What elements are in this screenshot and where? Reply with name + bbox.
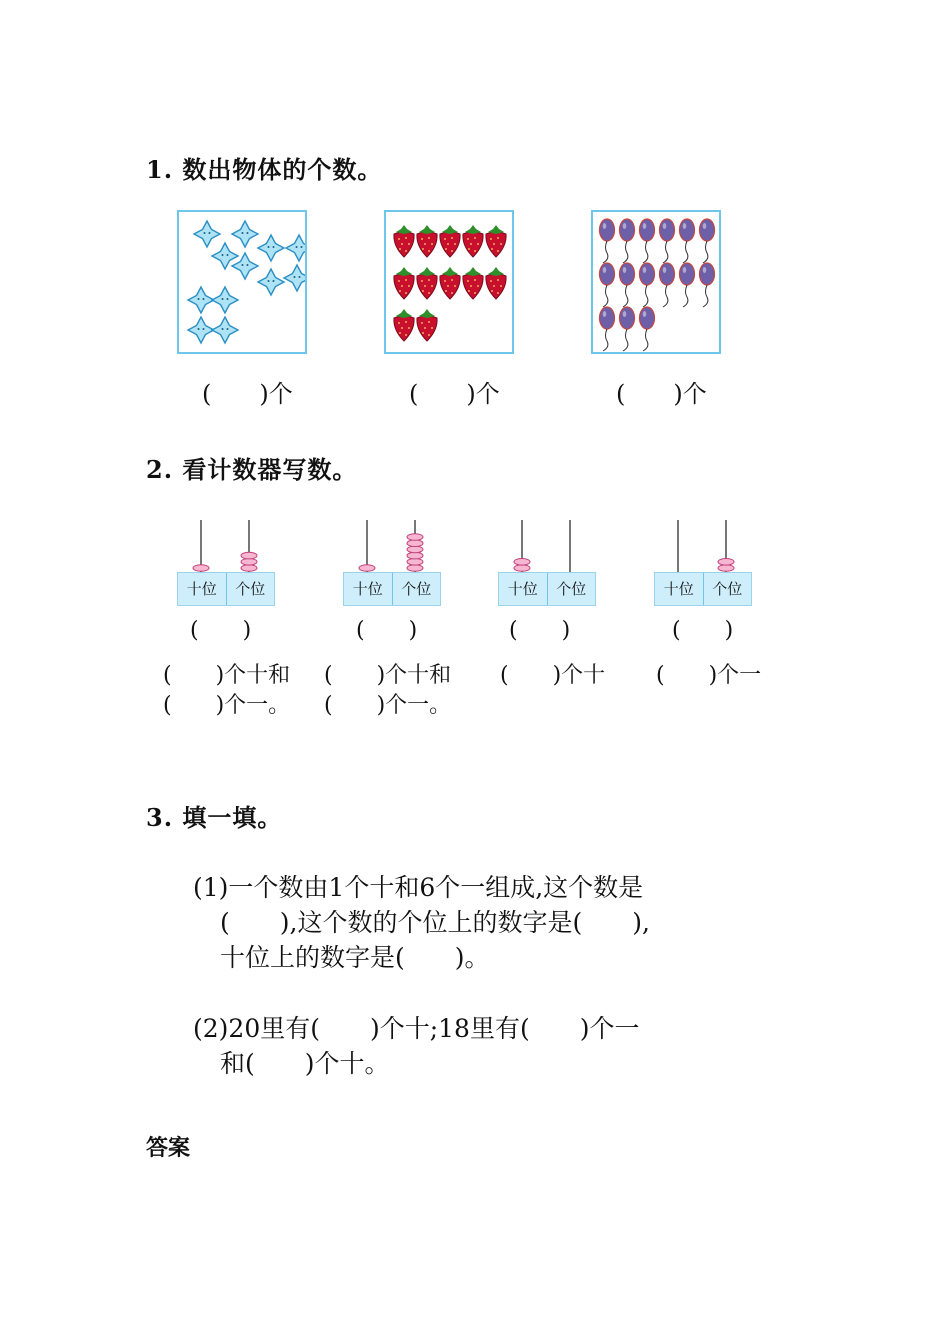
strawberry-icon [440, 225, 460, 257]
strawberry-icon [440, 267, 460, 299]
balloon-icon [680, 219, 695, 263]
abacus-bead [241, 552, 257, 559]
star-icon [188, 317, 214, 343]
count-answer-2[interactable]: ( )个 [409, 380, 500, 408]
abacus-2 [343, 520, 441, 612]
abacus-ones-label: 个位 [227, 573, 275, 605]
abacus-3 [498, 520, 596, 612]
abacus-bead [241, 559, 257, 566]
description-1-line2[interactable]: ( )个一。 [163, 693, 291, 718]
balloon-icon [600, 263, 615, 307]
balloon-icon [620, 263, 635, 307]
star-icon [232, 221, 258, 247]
balloon-icon [700, 219, 715, 263]
section2-title: 2. 看计数器写数。 [146, 455, 358, 484]
balloon-icon [680, 263, 695, 307]
abacus-tens-label: 十位 [655, 573, 704, 605]
balloon-icon [660, 263, 675, 307]
section1-title: 1. 数出物体的个数。 [146, 155, 383, 184]
star-icon [286, 235, 305, 261]
abacus-bead [407, 559, 423, 566]
abacus-4 [654, 520, 752, 612]
abacus-ones-label: 个位 [548, 573, 596, 605]
star-icon [212, 317, 238, 343]
abacus-answer-1[interactable]: ( ) [190, 618, 252, 643]
balloon-icon [640, 263, 655, 307]
abacus-bead [407, 565, 423, 572]
star-icon [258, 269, 284, 295]
abacus-ones-label: 个位 [704, 573, 752, 605]
balloon-icon [600, 307, 615, 351]
balloon-group [593, 212, 719, 352]
abacus-answer-2[interactable]: ( ) [356, 618, 418, 643]
section3-title: 3. 填一填。 [146, 803, 283, 832]
abacus-bead [514, 559, 530, 566]
abacus-ones-label: 个位 [393, 573, 441, 605]
answer-heading: 答案 [146, 1135, 191, 1161]
balloon-icon [620, 219, 635, 263]
abacus-answer-4[interactable]: ( ) [672, 618, 734, 643]
balloon-icon [600, 219, 615, 263]
strawberry-icon [486, 267, 506, 299]
strawberry-group [386, 212, 512, 352]
star-icon [188, 287, 214, 313]
balloon-icon [620, 307, 635, 351]
q1-line3[interactable]: 十位上的数字是( )。 [220, 943, 490, 972]
abacus-bead [407, 540, 423, 547]
q2-line2[interactable]: 和( )个十。 [220, 1049, 390, 1078]
abacus-answer-3[interactable]: ( ) [509, 618, 571, 643]
star-icon [284, 265, 305, 291]
abacus-bead [718, 559, 734, 566]
abacus-bead [718, 565, 734, 572]
strawberry-icon [394, 309, 414, 341]
description-2-line1[interactable]: ( )个十和 [324, 663, 452, 688]
strawberry-icon [417, 225, 437, 257]
strawberry-icon [463, 225, 483, 257]
abacus-bead [193, 565, 209, 572]
q1-line1: (1)一个数由1个十和6个一组成,这个数是 [193, 873, 644, 902]
abacus-tens-label: 十位 [499, 573, 548, 605]
abacus-bead [514, 565, 530, 572]
strawberry-icon [463, 267, 483, 299]
strawberry-icon [486, 225, 506, 257]
abacus-bead [407, 534, 423, 541]
abacus-bead [241, 565, 257, 572]
q1-line2[interactable]: ( ),这个数的个位上的数字是( ), [220, 908, 650, 937]
balloon-icon [660, 219, 675, 263]
abacus-bead [359, 565, 375, 572]
abacus-tens-label: 十位 [344, 573, 393, 605]
balloon-icon [640, 307, 655, 351]
star-icon [194, 221, 220, 247]
count-answer-3[interactable]: ( )个 [616, 380, 707, 408]
strawberry-icon [417, 267, 437, 299]
star-group [179, 212, 305, 352]
balloon-icon [700, 263, 715, 307]
strawberry-icon [394, 267, 414, 299]
strawberry-icon [417, 309, 437, 341]
star-icon [212, 287, 238, 313]
count-answer-1[interactable]: ( )个 [202, 380, 293, 408]
star-picture-box [177, 210, 307, 354]
abacus-tens-label: 十位 [178, 573, 227, 605]
strawberry-picture-box [384, 210, 514, 354]
strawberry-icon [394, 225, 414, 257]
abacus-1 [177, 520, 275, 612]
q2-line1[interactable]: (2)20里有( )个十;18里有( )个一 [193, 1014, 640, 1043]
description-2-line2[interactable]: ( )个一。 [324, 693, 452, 718]
balloon-icon [640, 219, 655, 263]
description-1-line1[interactable]: ( )个十和 [163, 663, 291, 688]
description-4-line1[interactable]: ( )个一 [656, 663, 762, 688]
balloon-picture-box [591, 210, 721, 354]
star-icon [258, 235, 284, 261]
description-3-line1[interactable]: ( )个十 [500, 663, 606, 688]
abacus-bead [407, 552, 423, 559]
abacus-bead [407, 546, 423, 553]
